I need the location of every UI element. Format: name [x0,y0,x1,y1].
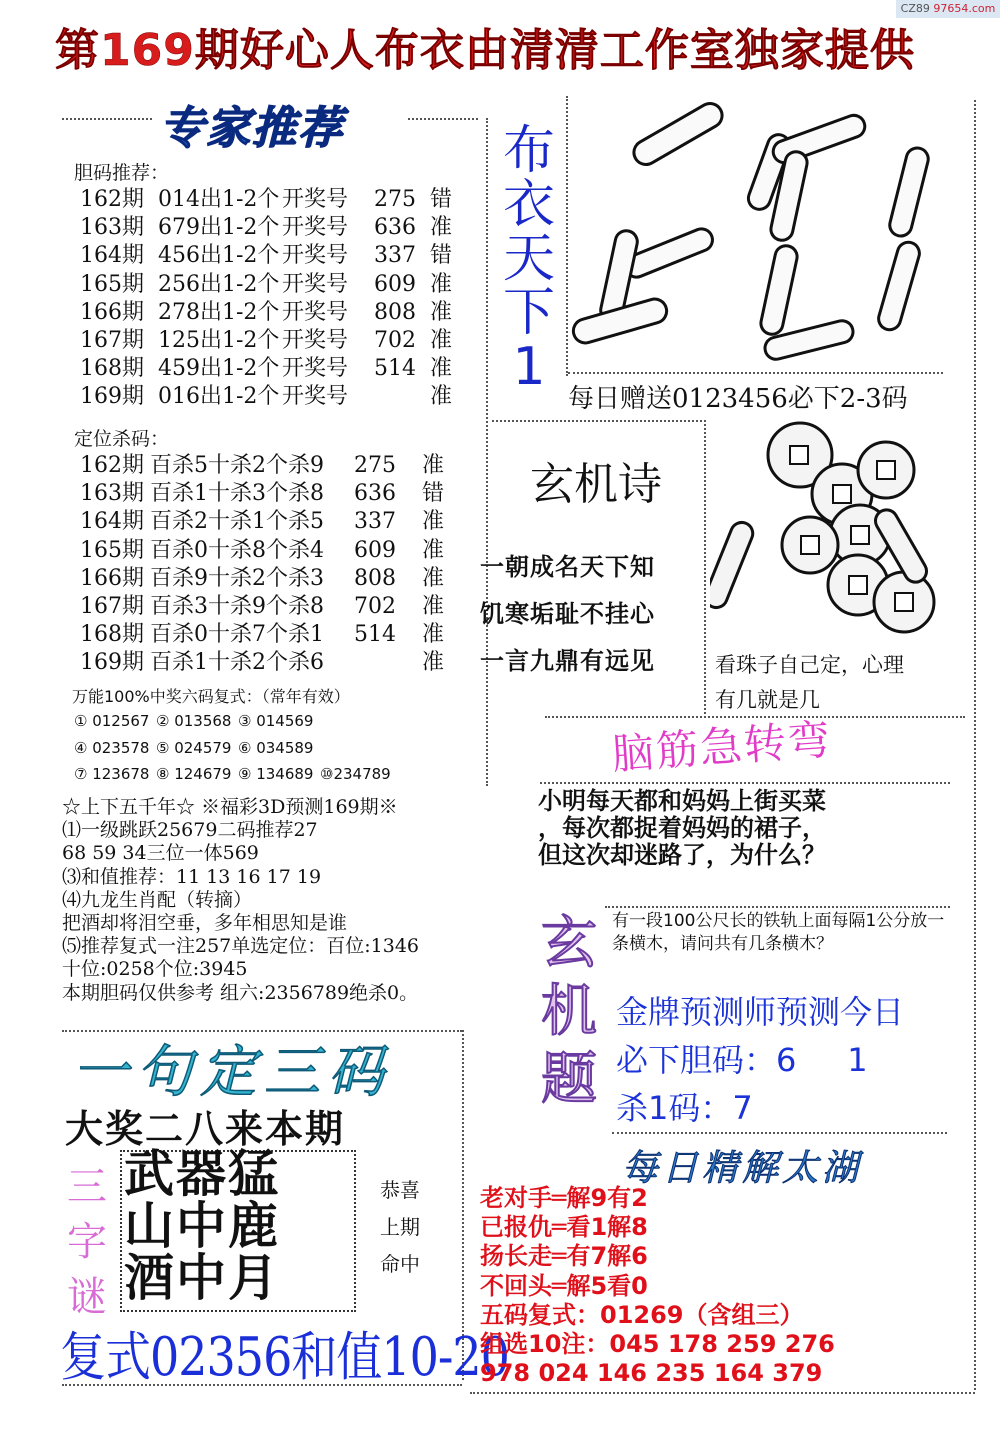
note-line: 本期胆码仅供参考 组六:2356789绝杀0。 [62,981,419,1004]
note-line: ⑴一级跳跃25679二码推荐27 [62,819,318,842]
prize-line: 大奖二八来本期 [65,1107,346,1151]
note-line: 十位:0258个位:3945 [62,958,248,981]
table-row: 163期 百杀1十杀3个杀8 636 错 [80,481,445,507]
table-row: 169期 016出1-2个 开奖号 准 [80,384,453,410]
combo-item: ⑤ 024579 [156,738,232,757]
combo-item: ③ 014569 [238,712,314,730]
note-line: ☆上下五千年☆ ※福彩3D预测169期※ [62,796,398,818]
table-row: 167期 125出1-2个 开奖号 702 准 [80,327,453,353]
taihu-lines [480,1184,835,1388]
table-row: 169期 百杀1十杀2个杀6 准 [80,650,445,676]
table-row: 166期 278出1-2个 开奖号 808 准 [80,299,453,325]
table-row: 164期 456出1-2个 开奖号 337 错 [80,243,453,269]
note-line: 68 59 34三位一体569 [62,842,259,865]
divider [540,782,950,784]
taihu-title: 每日精解太湖 [622,1148,863,1189]
note-line: ⑷九龙生肖配（转摘） [62,888,253,911]
butian-vertical-title: 布 衣 天 下 1 [502,121,555,397]
puzzle-vertical-title: 玄 机 题 [541,911,597,1112]
divider [704,420,706,718]
brain-teaser-title: 脑筋急转弯 [610,714,834,779]
taihu-line: 扬长走═有7解6 [480,1242,648,1271]
divider [408,118,478,120]
danma-label: 胆码推荐： [74,162,170,184]
combo-item: ① 012567 [74,712,150,730]
puzzle-question: 有一段100公尺长的铁轨上面每隔1公分放一条横木，请问共有几条横木？ [612,911,945,954]
riddle-lines [124,1145,280,1307]
taihu-line: 组选10注：045 178 259 276 [480,1330,835,1359]
table-row: 167期 百杀3十杀9个杀8 702 准 [80,593,445,619]
combo-list [74,708,402,788]
divider [974,100,976,1390]
coin-beads-image [710,420,942,642]
prediction-line: 金牌预测师预测今日 [616,993,905,1031]
divider [62,118,152,120]
riddle-line: 山中鹿 [124,1197,280,1255]
rice-grain-number-image [568,95,943,367]
page-title: 第169期好心人布衣由清清工作室独家提供 [55,25,915,76]
prediction-notes [62,796,482,1005]
taihu-line: 五码复式：01269（含组三） [480,1300,804,1329]
note-line: ⑸推荐复式一注257单选定位：百位:1346 [62,935,420,958]
poem-line: 一朝成名天下知 [480,553,655,581]
brain-teaser-question: 小明每天都和妈妈上街买菜 ，每次都捉着妈妈的裙子， 但这次却迷路了，为什么？ [538,787,826,869]
table-row: 162期 014出1-2个 开奖号 275 错 [80,187,453,212]
poem-line: 一言九鼎有远见 [480,647,655,675]
combo-item: ④ 023578 [74,738,150,757]
combo-item: ⑥ 034589 [238,738,314,757]
table-row: 168期 459出1-2个 开奖号 514 准 [80,356,453,382]
site-watermark [896,0,1000,18]
taihu-line: 不回头═解5看0 [480,1271,648,1300]
table-row: 165期 256出1-2个 开奖号 609 准 [80,271,453,297]
divider [612,1132,947,1134]
divider [486,118,488,786]
watermark-code: CZ89 [900,2,930,15]
combo-item: ② 013568 [156,712,232,730]
divider [605,906,950,908]
divider [568,372,943,374]
taihu-line: 978 024 146 235 164 379 [480,1359,823,1388]
gold-prediction [616,988,904,1132]
riddle-line: 武器猛 [124,1145,280,1203]
combo-item: ⑩234789 [320,765,391,783]
watermark-domain: 97654.com [933,2,996,15]
dingwei-label: 定位杀码： [74,428,170,450]
poem-line: 饥寒垢耻不挂心 [480,600,655,628]
divider [492,420,702,422]
poem-lines [480,544,655,685]
compound-pick: 复式02356和值10-20 [60,1325,509,1388]
note-line: 把酒却将泪空垂，多年相思知是谁 [62,912,348,935]
combo-item: ⑧ 124679 [156,765,232,783]
table-row: 165期 百杀0十杀8个杀4 609 准 [80,537,445,563]
bead-hint: 看珠子自己定，心理 有几就是几 [715,653,904,712]
taihu-line: 已报仇═看1解8 [480,1213,648,1242]
table-row: 166期 百杀9十杀2个杀3 808 准 [80,565,445,591]
table-row: 162期 百杀5十杀2个杀9 275 准 [80,453,445,478]
table-row: 163期 679出1-2个 开奖号 636 准 [80,215,453,241]
combo-label: 万能100%中奖六码复式：（常年有效） [72,687,350,706]
one-sentence-title: 一句定三码 [72,1040,392,1105]
prediction-line: 杀1码：7 [616,1089,753,1127]
expert-title: 专家推荐 [160,103,344,154]
poem-title: 玄机诗 [530,459,662,510]
note-line: ⑶和值推荐：11 13 16 17 19 [62,865,322,888]
daily-gift-line: 每日赠送0123456必下2-3码 [568,384,908,414]
dingwei-table [80,452,480,678]
combo-item: ⑨ 134689 [238,765,314,783]
table-row: 164期 百杀2十杀1个杀5 337 准 [80,509,445,535]
divider [470,1392,975,1394]
prediction-line: 必下胆码：6 1 [616,1041,868,1079]
sanzi-label: 三 字 谜 [67,1164,107,1320]
table-row: 168期 百杀0十杀7个杀1 514 准 [80,622,445,648]
danma-table [80,186,480,412]
combo-item: ⑦ 123678 [74,765,150,783]
riddle-line: 酒中月 [124,1249,280,1307]
taihu-line: 老对手═解9有2 [480,1184,648,1212]
congrats-note: 恭喜 上期 命中 [380,1178,420,1276]
